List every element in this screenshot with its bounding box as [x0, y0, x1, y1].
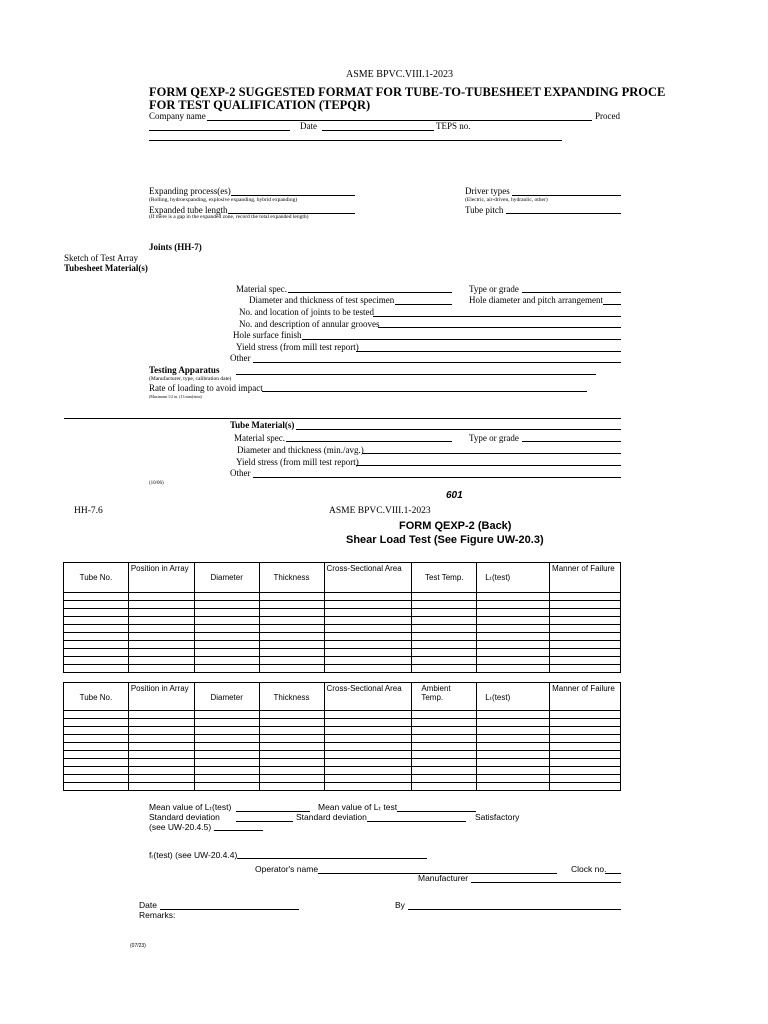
front-revision-date: (10/06): [149, 481, 164, 486]
tube-material-spec-field[interactable]: [286, 441, 452, 442]
col-thickness: Thickness: [259, 563, 324, 593]
tube-material-spec-label: Material spec.: [234, 433, 285, 443]
hole-diameter-pitch-label: Hole diameter and pitch arrangement: [469, 295, 603, 305]
mean-value-2-field[interactable]: [397, 811, 476, 812]
material-spec-label: Material spec.: [236, 284, 287, 294]
table-row[interactable]: [64, 633, 621, 641]
by-field[interactable]: [408, 909, 621, 910]
col-diameter: Diameter: [194, 563, 259, 593]
tube-pitch-field[interactable]: [506, 213, 621, 214]
code-header: ASME BPVC.VIII.1-2023: [346, 69, 453, 80]
mean-value-2-label: Mean value of Lₜ test: [318, 802, 398, 812]
driver-types-label: Driver types: [465, 186, 510, 196]
tube-other-field[interactable]: [253, 477, 621, 478]
shear-load-table-test-temp: [63, 562, 621, 673]
col-diameter: Diameter: [194, 683, 259, 711]
table-row[interactable]: [64, 641, 621, 649]
table-row[interactable]: [64, 759, 621, 767]
teps-no-label: TEPS no.: [436, 121, 471, 131]
std-dev-2-field[interactable]: [367, 821, 466, 822]
col-lt-test: Lₜ(test): [477, 563, 550, 593]
section-divider: [64, 418, 621, 419]
back-title-line1: FORM QEXP-2 (Back): [399, 520, 512, 532]
satisfactory-label: Satisfactory: [475, 812, 520, 822]
tube-yield-stress-label: Yield stress (from mill test report): [236, 457, 359, 467]
testing-apparatus-heading: Testing Apparatus: [149, 365, 220, 375]
rate-of-loading-label: Rate of loading to avoid impact: [149, 383, 263, 393]
section-ref: HH-7.6: [74, 506, 103, 516]
sketch-label: Sketch of Test Array: [64, 253, 138, 263]
table-row[interactable]: [64, 751, 621, 759]
teps-no-field[interactable]: [149, 140, 562, 141]
tube-type-or-grade-field[interactable]: [522, 441, 621, 442]
tube-yield-stress-field[interactable]: [356, 465, 621, 466]
table-row[interactable]: [64, 719, 621, 727]
col-test-temp: Test Temp.: [412, 563, 477, 593]
manufacturer-label: Manufacturer: [418, 873, 469, 883]
other-field[interactable]: [253, 362, 621, 363]
yield-stress-field[interactable]: [356, 351, 621, 352]
hole-surface-finish-label: Hole surface finish: [233, 330, 302, 340]
back-title-line2: Shear Load Test (See Figure UW-20.3): [346, 534, 544, 546]
table-row[interactable]: [64, 783, 621, 791]
std-dev-2-label: Standard deviation: [296, 812, 367, 822]
tube-other-label: Other: [230, 468, 251, 478]
date-label: Date: [300, 121, 317, 131]
col-position-in-array: Position in Array: [128, 563, 194, 593]
table-row[interactable]: [64, 767, 621, 775]
diameter-thickness-specimen-field[interactable]: [395, 304, 452, 305]
expanding-process-note: (Rolling, hydroexpanding, explosive expanding, hybrid expanding): [149, 197, 298, 203]
back-date-field[interactable]: [160, 909, 299, 910]
hole-surface-finish-field[interactable]: [302, 339, 621, 340]
table-row[interactable]: [64, 593, 621, 601]
testing-apparatus-field[interactable]: [236, 374, 596, 375]
remarks-label: Remarks:: [139, 910, 176, 920]
table-row[interactable]: [64, 743, 621, 751]
col-position-in-array: Position in Array: [128, 683, 194, 711]
col-ambient-temp: Ambient Temp.: [412, 683, 477, 711]
diameter-thickness-minavg-field[interactable]: [362, 453, 621, 454]
shear-load-table-ambient-temp: [63, 682, 621, 791]
expanded-tube-length-label: Expanded tube length: [149, 205, 228, 215]
procedure-label: Proced: [595, 111, 620, 121]
page-number: 601: [446, 490, 463, 501]
table-row[interactable]: [64, 665, 621, 673]
std-dev-1-field[interactable]: [236, 821, 293, 822]
diameter-thickness-specimen-label: Diameter and thickness of test specimen: [249, 295, 395, 305]
tubesheet-material-heading: Tubesheet Material(s): [64, 263, 148, 273]
diameter-thickness-minavg-label: Diameter and thickness (min./avg.): [237, 445, 364, 455]
table-row[interactable]: [64, 609, 621, 617]
table-row[interactable]: [64, 601, 621, 609]
col-cross-sectional-area: Cross-Sectional Area: [324, 683, 412, 711]
back-date-label: Date: [139, 900, 157, 910]
clock-no-label: Clock no.: [571, 864, 607, 874]
driver-types-field[interactable]: [512, 195, 621, 196]
back-code-header: ASME BPVC.VIII.1-2023: [329, 506, 431, 516]
annular-grooves-field[interactable]: [378, 327, 621, 328]
form-title-line2: FOR TEST QUALIFICATION (TEPQR): [149, 98, 371, 112]
table-row[interactable]: [64, 657, 621, 665]
fr-test-label: fᵣ(test) (see UW-20.4.4): [149, 850, 238, 860]
rate-of-loading-field[interactable]: [262, 391, 587, 392]
tube-material-field[interactable]: [296, 429, 621, 430]
by-label: By: [395, 900, 405, 910]
rate-of-loading-note: (Maximum 1/2 in. (13 mm)/min): [149, 394, 202, 399]
table-row[interactable]: [64, 727, 621, 735]
other-label: Other: [230, 353, 251, 363]
col-tube-no: Tube No.: [64, 563, 129, 593]
tube-type-or-grade-label: Type or grade: [469, 433, 519, 443]
joints-tested-label: No. and location of joints to be tested: [239, 307, 374, 317]
manufacturer-field[interactable]: [471, 882, 621, 883]
col-lt-test: Lₜ(test): [477, 683, 550, 711]
col-cross-sectional-area: Cross-Sectional Area: [324, 563, 412, 593]
see-uw-field[interactable]: [214, 830, 263, 831]
testing-apparatus-note: (Manufacturer, type, calibration date): [149, 376, 232, 382]
expanding-process-field[interactable]: [231, 195, 355, 196]
expanding-process-label: Expanding process(es): [149, 186, 231, 196]
joints-tested-field[interactable]: [373, 316, 621, 317]
table-row[interactable]: [64, 711, 621, 719]
clock-no-field[interactable]: [605, 873, 621, 874]
procedure-field[interactable]: [149, 130, 290, 131]
col-tube-no: Tube No.: [64, 683, 129, 711]
table-row[interactable]: [64, 735, 621, 743]
material-spec-field[interactable]: [288, 292, 452, 293]
tube-pitch-label: Tube pitch: [465, 205, 504, 215]
hole-diameter-pitch-field[interactable]: [603, 304, 621, 305]
table-row[interactable]: [64, 649, 621, 657]
driver-types-note: (Electric, air-driven, hydraulic, other): [465, 197, 548, 203]
tube-material-heading: Tube Material(s): [230, 420, 295, 430]
company-name-label: Company name: [149, 111, 206, 121]
expanded-tube-length-note: (If there is a gap in the expanded zone, record the total expanded length): [149, 214, 309, 220]
see-uw-label: (see UW-20.4.5): [149, 822, 212, 832]
table-row[interactable]: [64, 775, 621, 783]
type-or-grade-field[interactable]: [522, 292, 621, 293]
company-name-field[interactable]: [207, 120, 592, 121]
std-dev-1-label: Standard deviation: [149, 812, 220, 822]
fr-test-field[interactable]: [237, 858, 427, 859]
col-manner-of-failure: Manner of Failure: [550, 563, 621, 593]
joints-heading: Joints (HH-7): [149, 242, 202, 252]
table-row[interactable]: [64, 617, 621, 625]
back-revision-date: (07/23): [130, 943, 146, 949]
col-manner-of-failure: Manner of Failure: [550, 683, 621, 711]
form-title-line1: FORM QEXP-2 SUGGESTED FORMAT FOR TUBE-TO-TUBESHEET EXPANDING PROCE: [149, 85, 666, 99]
date-field[interactable]: [322, 130, 434, 131]
annular-grooves-label: No. and description of annular grooves: [239, 319, 380, 329]
yield-stress-label: Yield stress (from mill test report): [236, 342, 359, 352]
mean-value-1-label: Mean value of Lₜ(test): [149, 802, 232, 812]
type-or-grade-label: Type or grade: [469, 284, 519, 294]
table-row[interactable]: [64, 625, 621, 633]
operators-name-label: Operator's name: [255, 864, 319, 874]
col-thickness: Thickness: [259, 683, 324, 711]
